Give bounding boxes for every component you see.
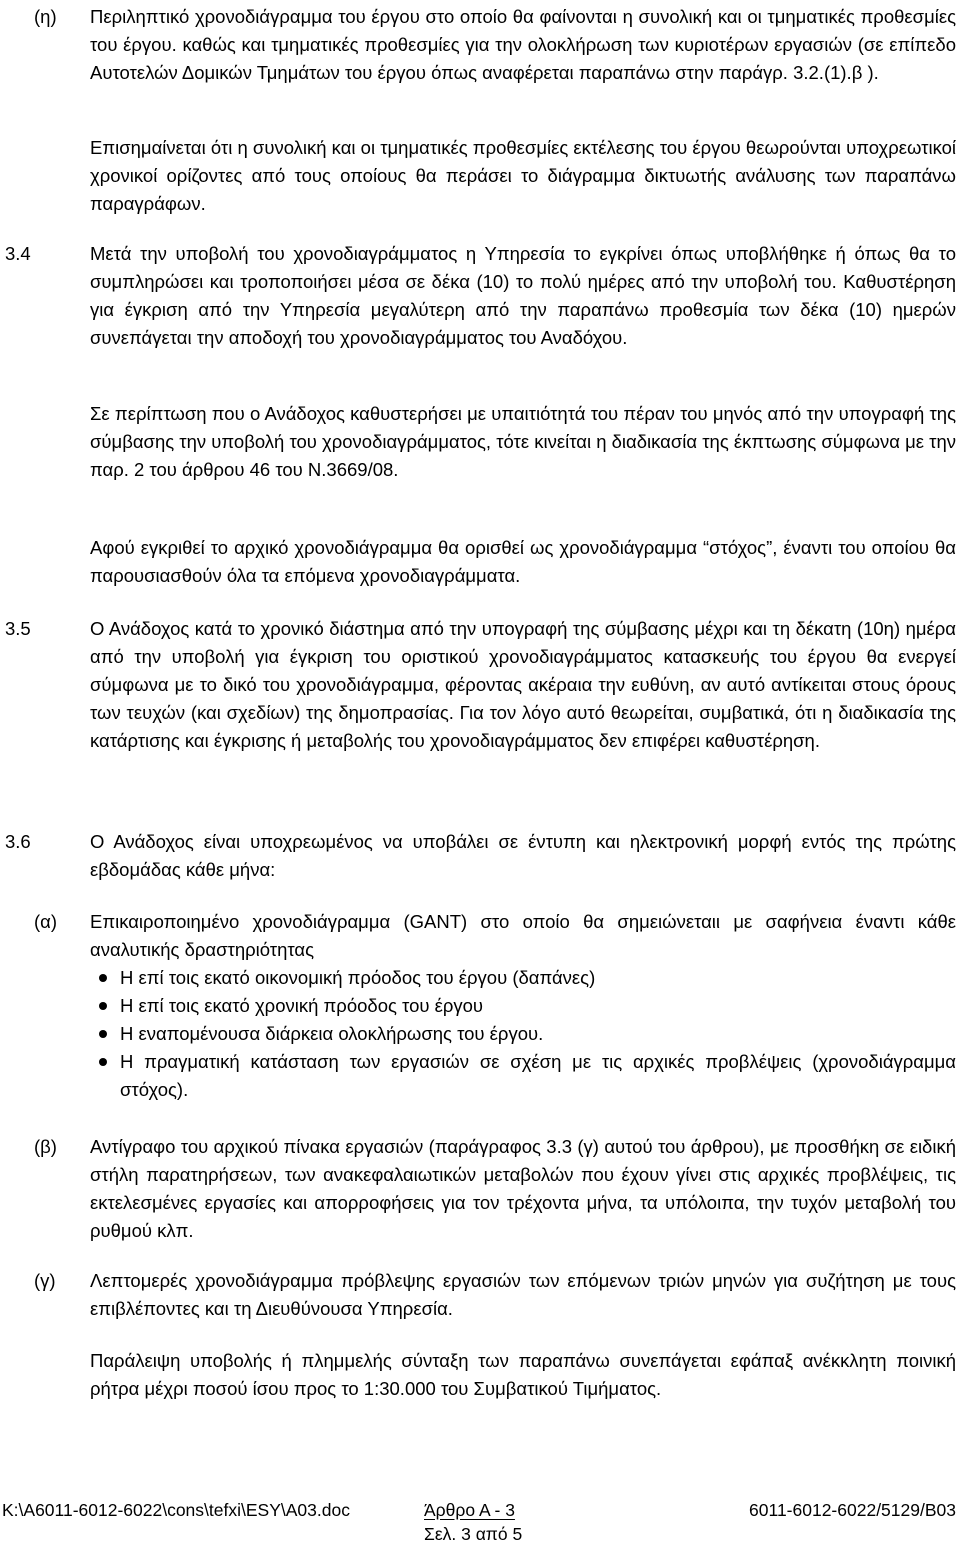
paragraph: Μετά την υποβολή του χρονοδιαγράμματος η Υπηρεσία το εγκρίνει όπως υποβλήθηκε ή όπως θα το συμπληρώσει και τροποποιήσει μέσα σε δέκα (10) το πολύ ημέρες από την υποβολή του. Καθυστέρηση για έγκριση από την Υπηρεσία μεγαλύτερη από την παραπάνω προθεσμία των δέκα (10) ημερών συνεπάγεται την αποδοχή του χρονοδιαγράμματος του Αναδόχου. [90, 243, 956, 348]
list-item-text: Η πραγματική κατάσταση των εργασιών σε σχέση με τις αρχικές προβλέψεις (χρονοδιάγραμμα στόχος). [120, 1051, 956, 1100]
paragraph: Αφού εγκριθεί το αρχικό χρονοδιάγραμμα θα ορισθεί ως χρονοδιάγραμμα “στόχος”, έναντι του οποίου θα παρουσιασθούν όλα τα επόμενα χρονοδιαγράμματα. [90, 537, 956, 586]
bullet-icon [99, 1058, 107, 1066]
item-text: Περιληπτικό χρονοδιάγραμμα του έργου στο οποίο θα φαίνονται η συνολική και οι τμηματικές προθεσμίες του έργου. καθώς και τμηματικές προθεσμίες για την ολοκλήρωση των κυριοτέρων εργασιών (σε επίπεδο Αυτοτελών Δομικών Τμημάτων του έργου όπως αναφέρεται παραπάνω στην παράγρ. 3.2.(1).β ). [90, 6, 956, 83]
item-label: (γ) [34, 1270, 56, 1291]
list-item [90, 992, 956, 1020]
item-text: Λεπτομερές χρονοδιάγραμμα πρόβλεψης εργασιών των επόμενων τριών μηνών για συζήτηση με τους επιβλέποντες και τη Διευθύνουσα Υπηρεσία. [90, 1270, 956, 1319]
list-item-text: Η εναπομένουσα διάρκεια ολοκλήρωσης του έργου. [120, 1023, 544, 1044]
item-label: (β) [34, 1136, 57, 1157]
article-ref: Άρθρο Α - 3 [424, 1500, 515, 1520]
list-item [90, 964, 956, 992]
file-path: K:\A6011-6012-6022\cons\tefxi\ESY\A03.doc [2, 1500, 350, 1520]
bullet-icon [99, 1002, 107, 1010]
list-item-text: Η επί τοις εκατό οικονομική πρόοδος του έργου (δαπάνες) [120, 967, 596, 988]
section-number: 3.6 [5, 831, 31, 852]
paragraph: Ο Ανάδοχος κατά το χρονικό διάστημα από την υπογραφή της σύμβασης μέχρι και τη δέκατη (10η) ημέρα από την υποβολή για έγκριση του οριστικού χρονοδιαγράμματος κατασκευής του έργου θα ενεργεί σύμφωνα με το δικό του χρονοδιάγραμμα, φέροντας ακέραια την ευθύνη, αν αυτό αντίκειται στους όρους των τευχών (και σχεδίων) της δημοπρασίας. Για τον λόγο αυτό θεωρείται, συμβατικά, ότι η διαδικασία της κατάρτισης και έγκρισης ή μεταβολής του χρονοδιαγράμματος δεν επιφέρει καθυστέρηση. [90, 618, 956, 751]
list-item-text: Η επί τοις εκατό χρονική πρόοδος του έργου [120, 995, 484, 1016]
list-item [90, 1048, 956, 1104]
item-text: Επικαιροποιημένο χρονοδιάγραμμα (GANT) στο οποίο θα σημειώνεταιι με σαφήνεια έναντι κάθε αναλυτικής δραστηριότητας [90, 911, 956, 960]
page-number: Σελ. 3 από 5 [424, 1524, 523, 1544]
item-text: Αντίγραφο του αρχικού πίνακα εργασιών (παράγραφος 3.3 (γ) αυτού του άρθρου), με προσθήκη σε ειδική στήλη παρατηρήσεων, των ανακεφαλαιωτικών μεταβολών που έχουν γίνει στις αρχικές προβλέψεις, τις εκτελεσμένες εργασίες και απορροφήσεις για τον τρέχοντα μήνα, τα υπόλοιπα, την τυχόν μεταβολή του ρυθμού κλπ. [90, 1136, 956, 1241]
section-number: 3.5 [5, 618, 31, 639]
paragraph: Παράλειψη υποβολής ή πλημμελής σύνταξη των παραπάνω συνεπάγεται εφάπαξ ανέκκλητη ποινική ρήτρα μέχρι ποσού ίσου προς το 1:30.000 του Συμβατικού Τιμήματος. [90, 1350, 956, 1399]
list-item [90, 1020, 956, 1048]
bullet-icon [99, 1030, 107, 1038]
paragraph: Ο Ανάδοχος είναι υποχρεωμένος να υποβάλει σε έντυπη και ηλεκτρονική μορφή εντός της πρώτης εβδομάδας κάθε μήνα: [90, 831, 956, 880]
bullet-list [90, 964, 956, 1104]
paragraph: Επισημαίνεται ότι η συνολική και οι τμηματικές προθεσμίες εκτέλεσης του έργου θεωρούνται υποχρεωτικοί χρονικοί ορίζοντες από τους οποίους θα περάσει το διάγραμμα δικτυωτής ανάλυσης των παραπάνω παραγράφων. [90, 137, 956, 214]
section-number: 3.4 [5, 243, 31, 264]
document-code: 6011-6012-6022/5129/B03 [749, 1500, 956, 1520]
bullet-icon [99, 974, 107, 982]
item-label: (α) [34, 911, 58, 932]
paragraph: Σε περίπτωση που ο Ανάδοχος καθυστερήσει με υπαιτιότητά του πέραν του μηνός από την υπογραφή της σύμβασης την υποβολή του χρονοδιαγράμματος, τότε κινείται η διαδικασία της έκπτωσης σύμφωνα με την παρ. 2 του άρθρου 46 του Ν.3669/08. [90, 403, 957, 480]
item-label: (η) [34, 6, 57, 27]
